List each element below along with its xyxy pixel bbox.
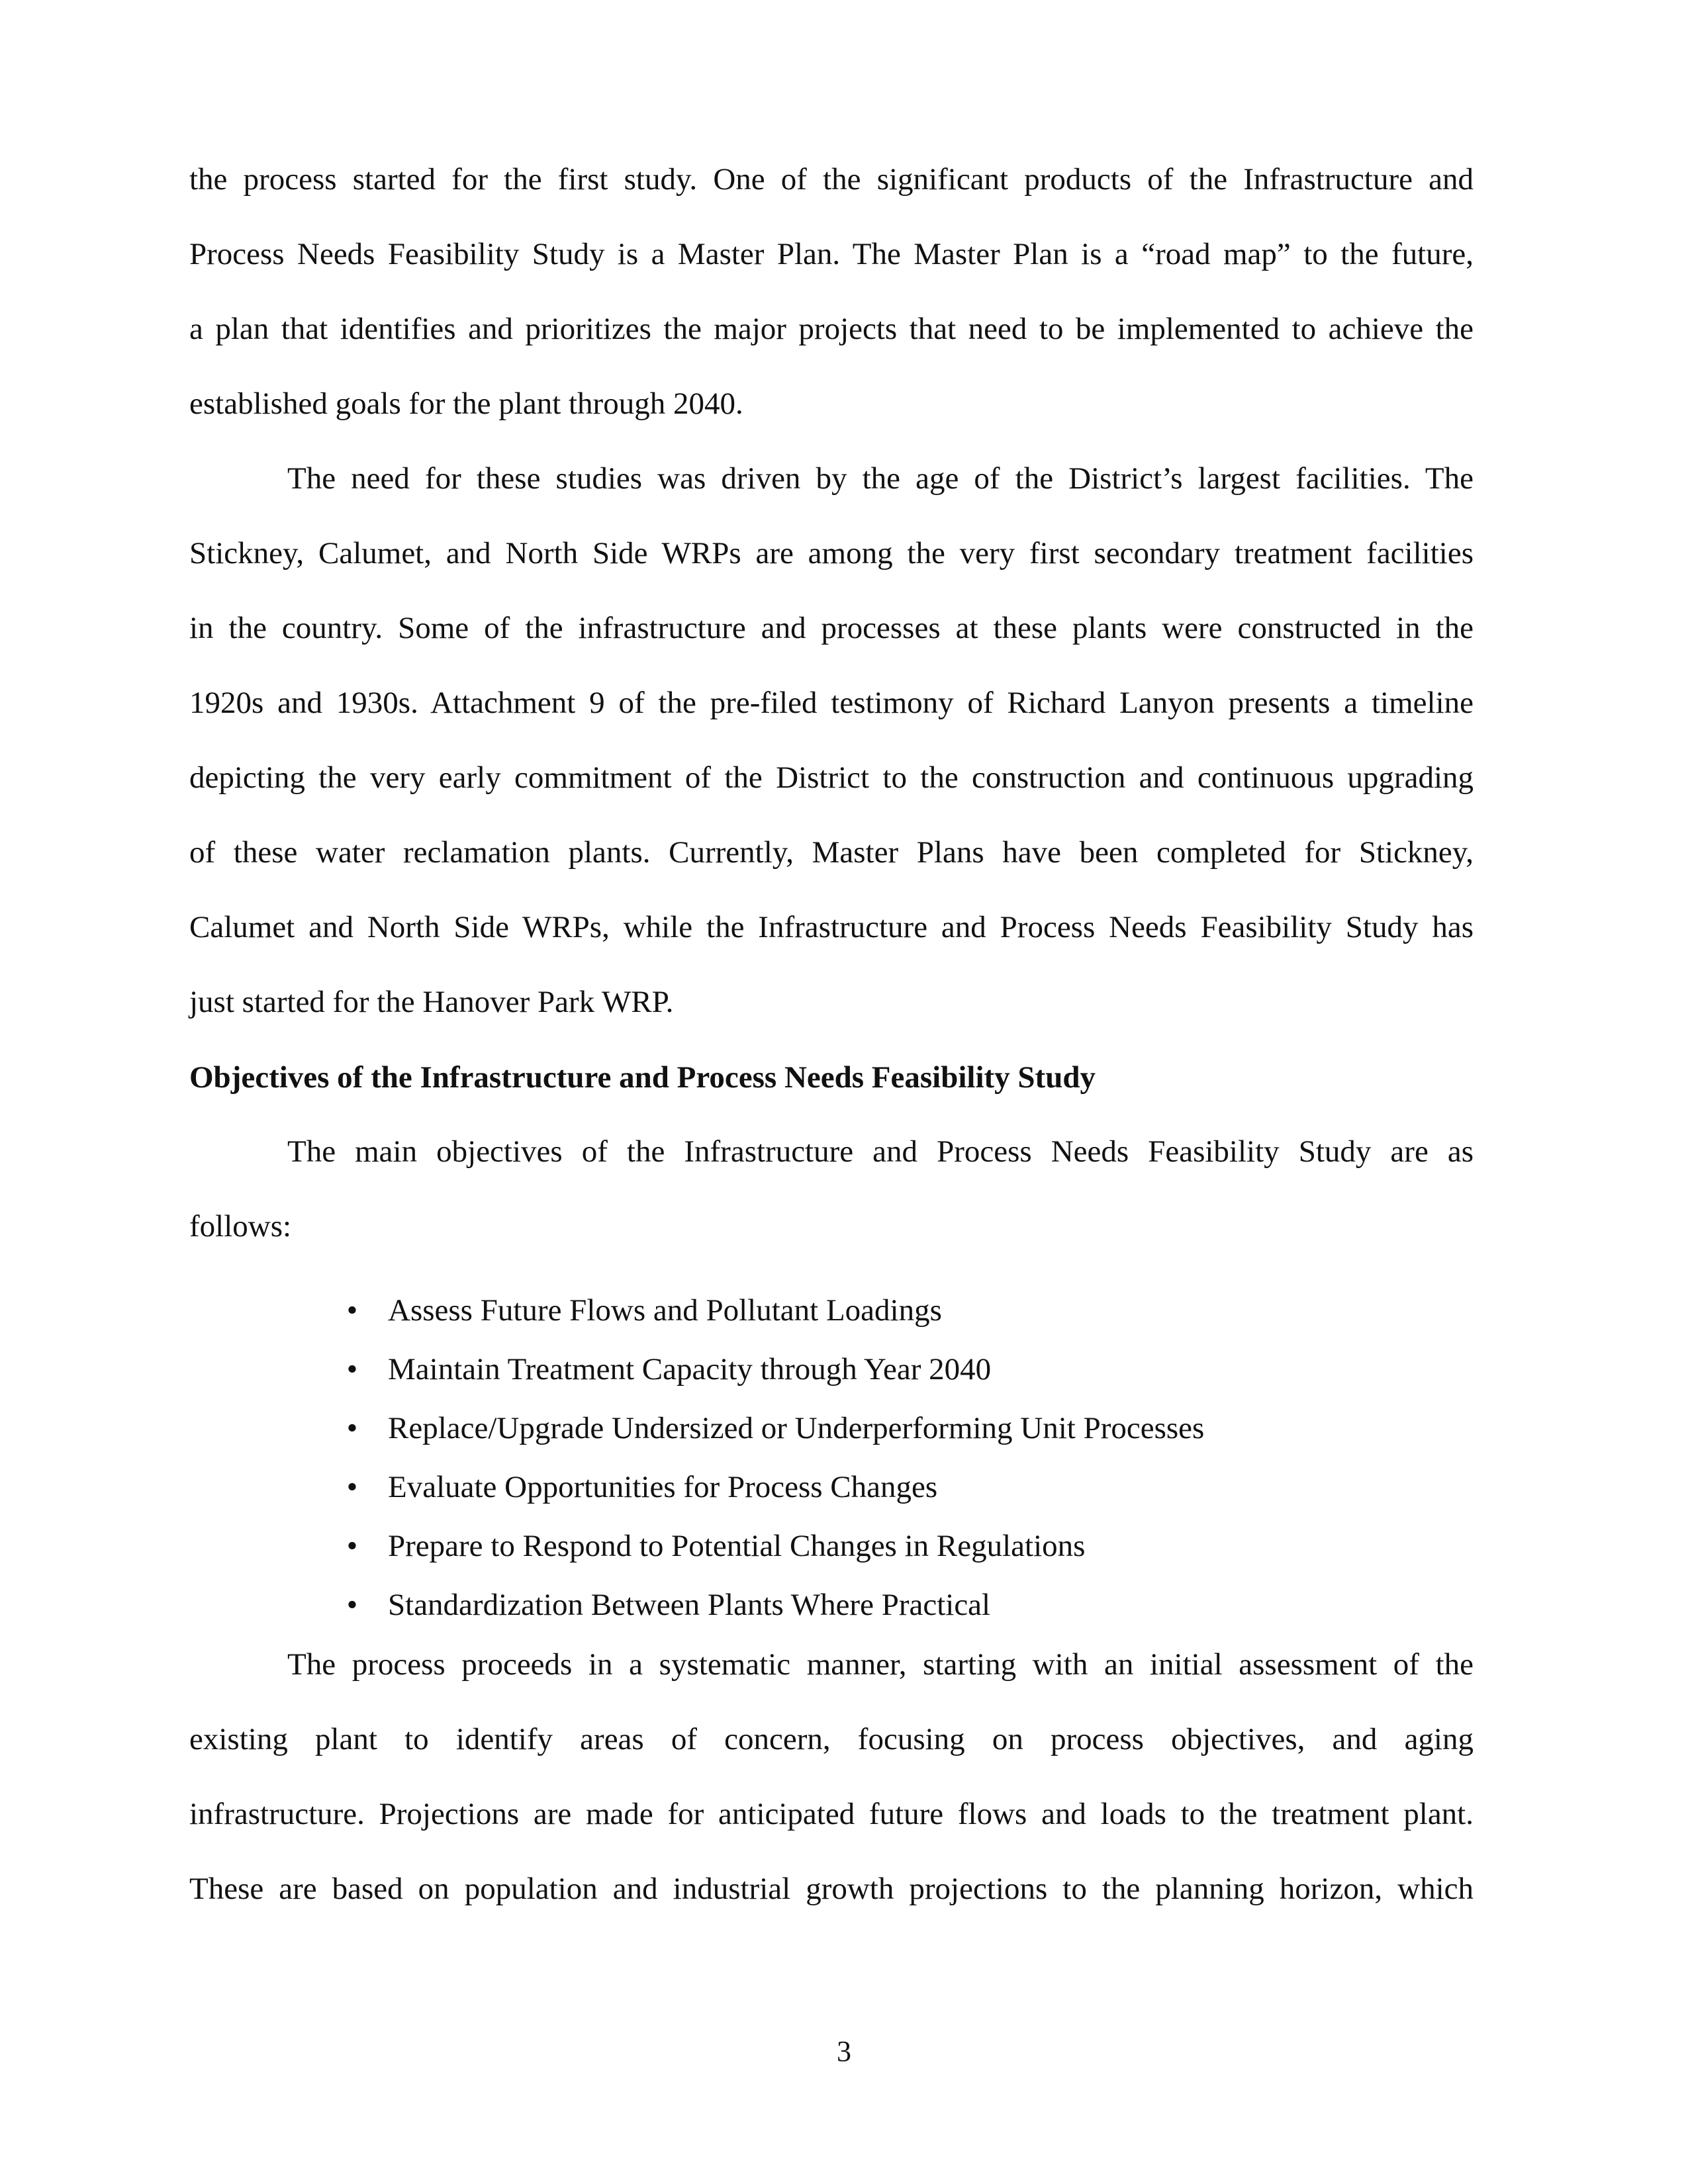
paragraph-line: depicting the very early commitment of the District to the construction and continuous upgrading (189, 760, 1474, 795)
list-item-text: Prepare to Respond to Potential Changes in Regulations (388, 1529, 1086, 1563)
list-item-text: Standardization Between Plants Where Practical (388, 1588, 991, 1622)
paragraph-line: The process proceeds in a systematic manner, starting with an initial assessment of the (287, 1647, 1474, 1682)
paragraph-line: The main objectives of the Infrastructure and Process Needs Feasibility Study are as (287, 1134, 1474, 1169)
bullet-icon: • (346, 1588, 358, 1622)
bullet-icon: • (346, 1529, 358, 1563)
list-item-text: Assess Future Flows and Pollutant Loadings (388, 1293, 942, 1328)
paragraph-line: follows: (189, 1209, 292, 1244)
paragraph-line: These are based on population and industrial growth projections to the planning horizon, which (189, 1872, 1474, 1906)
paragraph-line: 1920s and 1930s. Attachment 9 of the pre-filed testimony of Richard Lanyon presents a timeline (189, 686, 1474, 720)
paragraph-line: infrastructure. Projections are made for anticipated future flows and loads to the treatment plant. (189, 1797, 1474, 1831)
paragraph-line: the process started for the first study. One of the significant products of the Infrastructure and (189, 162, 1474, 197)
paragraph-line: in the country. Some of the infrastructure and processes at these plants were constructed in the (189, 611, 1474, 645)
paragraph-line: Calumet and North Side WRPs, while the Infrastructure and Process Needs Feasibility Study has (189, 910, 1474, 944)
list-item-text: Maintain Treatment Capacity through Year 2040 (388, 1352, 992, 1387)
list-item-text: Replace/Upgrade Undersized or Underperforming Unit Processes (388, 1411, 1205, 1445)
paragraph-line: a plan that identifies and prioritizes the major projects that need to be implemented to achieve the (189, 312, 1474, 346)
paragraph-line: existing plant to identify areas of concern, focusing on process objectives, and aging (189, 1722, 1474, 1756)
list-item-text: Evaluate Opportunities for Process Changes (388, 1470, 938, 1504)
bullet-icon: • (346, 1352, 358, 1387)
paragraph-line: The need for these studies was driven by the age of the District’s largest facilities. The (287, 461, 1474, 496)
paragraph-line: Stickney, Calumet, and North Side WRPs are among the very first secondary treatment facilities (189, 536, 1474, 570)
bullet-icon: • (346, 1470, 358, 1504)
paragraph-line: Process Needs Feasibility Study is a Master Plan. The Master Plan is a “road map” to the future, (189, 237, 1474, 271)
paragraph-line: just started for the Hanover Park WRP. (189, 985, 674, 1019)
paragraph-line: established goals for the plant through 2040. (189, 387, 743, 421)
page-number: 3 (837, 2035, 851, 2068)
bullet-icon: • (346, 1411, 358, 1445)
section-heading: Objectives of the Infrastructure and Process Needs Feasibility Study (189, 1060, 1096, 1095)
bullet-icon: • (346, 1293, 358, 1328)
paragraph-line: of these water reclamation plants. Currently, Master Plans have been completed for Stickney, (189, 835, 1474, 870)
